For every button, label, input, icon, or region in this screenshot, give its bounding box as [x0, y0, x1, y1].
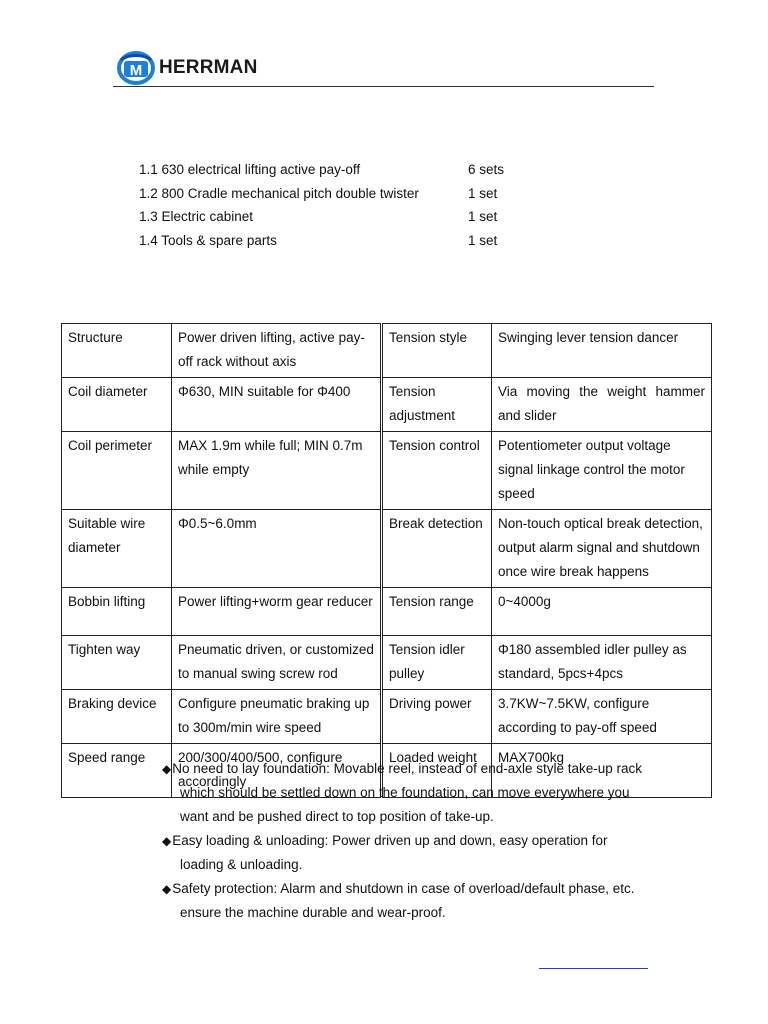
- spec-name-cell: Tension style: [382, 324, 492, 378]
- diamond-bullet-icon: ◆: [162, 882, 172, 896]
- item-label: 1.4 Tools & spare parts: [139, 232, 277, 248]
- spec-value-cell: Pneumatic driven, or customized to manual swing screw rod: [172, 636, 382, 690]
- spec-name-cell: Tension range: [382, 588, 492, 636]
- spec-value-cell: Swinging lever tension dancer: [492, 324, 712, 378]
- table-row: [62, 510, 712, 588]
- spec-value-cell: Power driven lifting, active pay-off rack without axis: [172, 324, 382, 378]
- diamond-bullet-icon: ◆: [162, 762, 172, 776]
- item-label: 1.1 630 electrical lifting active pay-off: [139, 162, 361, 177]
- spec-name-cell: Tension adjustment: [382, 378, 492, 432]
- spec-value-cell: MAX700kg: [492, 744, 712, 798]
- spec-value-cell: Configure pneumatic braking up to 300m/min wire speed: [172, 690, 382, 744]
- item-list: [139, 160, 559, 254]
- feature-item: [162, 829, 662, 877]
- page-header: [113, 48, 654, 87]
- item-quantity: 1 set: [468, 232, 498, 248]
- table-row: [62, 588, 712, 636]
- item-quantity: 6 sets: [468, 162, 505, 177]
- spec-name-cell: Break detection: [382, 510, 492, 588]
- item-label: 1.3 Electric cabinet: [139, 209, 254, 224]
- feature-text: No need to lay foundation: Movable reel, instead of end-axle style take-up rack: [172, 761, 643, 776]
- list-item: [139, 231, 559, 255]
- spec-value-cell: Potentiometer output voltage signal linkage control the motor speed: [492, 432, 712, 510]
- spec-value-cell: Power lifting+worm gear reducer: [172, 588, 382, 636]
- spec-value-cell: Via moving the weight hammer and slider: [492, 378, 712, 432]
- list-item: [139, 160, 559, 184]
- spec-name-cell: Tension idler pulley: [382, 636, 492, 690]
- feature-text-line: want and be pushed direct to top position of take-up.: [180, 809, 494, 824]
- brand-name: HERRMAN: [159, 57, 258, 78]
- feature-text-line: ensure the machine durable and wear-proof.: [180, 905, 446, 920]
- spec-value-cell: Φ0.5~6.0mm: [172, 510, 382, 588]
- spec-name-cell: Loaded weight: [382, 744, 492, 798]
- spec-value-cell: 0~4000g: [492, 588, 712, 636]
- spec-name-cell: Tension control: [382, 432, 492, 510]
- table-row: [62, 432, 712, 510]
- diamond-bullet-icon: ◆: [162, 834, 172, 848]
- spec-name-cell: Suitable wire diameter: [62, 510, 172, 588]
- feature-text: Easy loading & unloading: Power driven up and down, easy operation for: [172, 833, 608, 848]
- item-label: 1.2 800 Cradle mechanical pitch double twister: [139, 185, 419, 201]
- spec-name-cell: Driving power: [382, 690, 492, 744]
- footer-link[interactable]: [539, 968, 648, 969]
- feature-list: [162, 757, 662, 925]
- spec-value-cell: Non-touch optical break detection, output alarm signal and shutdown once wire break happens: [492, 510, 712, 588]
- spec-table: [61, 323, 712, 798]
- spec-value-cell: 200/300/400/500, configure accordingly: [172, 744, 382, 798]
- feature-text: Safety protection: Alarm and shutdown in case of overload/default phase, etc.: [172, 881, 635, 896]
- spec-value-cell: Φ630, MIN suitable for Φ400: [172, 378, 382, 432]
- list-item: [139, 207, 559, 231]
- spec-name-cell: Speed range: [62, 744, 172, 798]
- spec-name-cell: Coil perimeter: [62, 432, 172, 510]
- spec-name-cell: Coil diameter: [62, 378, 172, 432]
- feature-item: [162, 877, 662, 925]
- table-row: [62, 690, 712, 744]
- table-row: [62, 378, 712, 432]
- table-row: [62, 636, 712, 690]
- herrman-logo-icon: [116, 51, 156, 85]
- spec-name-cell: Structure: [62, 324, 172, 378]
- item-quantity: 1 set: [468, 185, 498, 201]
- logo-letter: M: [129, 62, 143, 79]
- spec-value-cell: 3.7KW~7.5KW, configure according to pay-off speed: [492, 690, 712, 744]
- spec-name-cell: Bobbin lifting: [62, 588, 172, 636]
- list-item: [139, 184, 559, 208]
- feature-text-line: which should be settled down on the foundation, can move everywhere you: [180, 785, 630, 800]
- feature-item: [162, 757, 662, 829]
- spec-name-cell: Tighten way: [62, 636, 172, 690]
- spec-value-cell: MAX 1.9m while full; MIN 0.7m while empty: [172, 432, 382, 510]
- item-quantity: 1 set: [468, 209, 498, 224]
- feature-text-line: loading & unloading.: [180, 857, 303, 872]
- spec-name-cell: Braking device: [62, 690, 172, 744]
- table-row: [62, 324, 712, 378]
- spec-value-cell: Φ180 assembled idler pulley as standard, 5pcs+4pcs: [492, 636, 712, 690]
